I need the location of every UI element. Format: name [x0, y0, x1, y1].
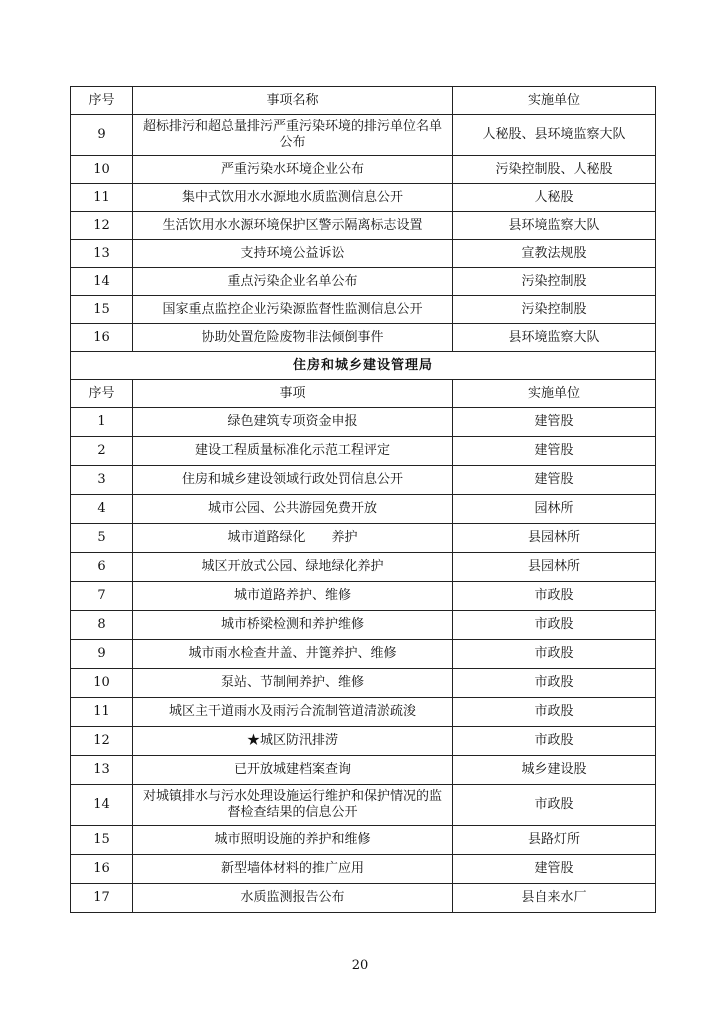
table-row — [71, 156, 656, 184]
table-row — [71, 756, 656, 785]
item-cell: 协助处置危险废物非法倾倒事件 — [133, 324, 453, 352]
unit-cell: 市政股 — [453, 640, 656, 669]
section-title: 住房和城乡建设管理局 — [71, 352, 656, 380]
unit-cell: 市政股 — [453, 669, 656, 698]
unit-cell: 园林所 — [453, 495, 656, 524]
item-cell: 城市桥梁检测和养护维修 — [133, 611, 453, 640]
unit-cell: 市政股 — [453, 785, 656, 826]
item-cell: 城区开放式公园、绿地绿化养护 — [133, 553, 453, 582]
unit-cell: 县路灯所 — [453, 826, 656, 855]
item-cell: 新型墙体材料的推广应用 — [133, 855, 453, 884]
item-cell: 支持环境公益诉讼 — [133, 240, 453, 268]
item-cell: 生活饮用水水源环境保护区警示隔离标志设置 — [133, 212, 453, 240]
seq-cell: 序号 — [71, 87, 133, 115]
table-row — [71, 826, 656, 855]
seq-cell: 14 — [71, 268, 133, 296]
seq-cell: 15 — [71, 826, 133, 855]
item-cell: 城市道路绿化 养护 — [133, 524, 453, 553]
unit-cell: 城乡建设股 — [453, 756, 656, 785]
item-cell: 严重污染水环境企业公布 — [133, 156, 453, 184]
item-cell: 已开放城建档案查询 — [133, 756, 453, 785]
item-cell: 对城镇排水与污水处理设施运行维护和保护情况的监督检查结果的信息公开 — [133, 785, 453, 826]
table-row — [71, 582, 656, 611]
table-row — [71, 640, 656, 669]
unit-cell: 建管股 — [453, 437, 656, 466]
unit-cell: 实施单位 — [453, 87, 656, 115]
table-row — [71, 698, 656, 727]
table-row — [71, 184, 656, 212]
table-row — [71, 669, 656, 698]
unit-cell: 市政股 — [453, 727, 656, 756]
item-cell: 住房和城乡建设领域行政处罚信息公开 — [133, 466, 453, 495]
unit-cell: 县环境监察大队 — [453, 212, 656, 240]
unit-cell: 人秘股 — [453, 184, 656, 212]
seq-cell: 14 — [71, 785, 133, 826]
seq-cell: 13 — [71, 756, 133, 785]
seq-cell: 7 — [71, 582, 133, 611]
seq-cell: 序号 — [71, 380, 133, 408]
item-cell: 城市公园、公共游园免费开放 — [133, 495, 453, 524]
seq-cell: 8 — [71, 611, 133, 640]
unit-cell: 污染控制股 — [453, 296, 656, 324]
seq-cell: 10 — [71, 156, 133, 184]
table-row — [71, 466, 656, 495]
table-row — [71, 212, 656, 240]
matters-table-body — [71, 87, 656, 913]
table-row — [71, 884, 656, 913]
item-cell: 超标排污和超总量排污严重污染环境的排污单位名单公布 — [133, 115, 453, 156]
unit-cell: 污染控制股、人秘股 — [453, 156, 656, 184]
item-cell: 城区主干道雨水及雨污合流制管道清淤疏浚 — [133, 698, 453, 727]
item-cell: 泵站、节制闸养护、维修 — [133, 669, 453, 698]
table-row — [71, 495, 656, 524]
unit-cell: 建管股 — [453, 855, 656, 884]
table-row — [71, 855, 656, 884]
seq-cell: 10 — [71, 669, 133, 698]
table-row — [71, 553, 656, 582]
item-cell: 建设工程质量标准化示范工程评定 — [133, 437, 453, 466]
table-row — [71, 437, 656, 466]
unit-cell: 宣教法规股 — [453, 240, 656, 268]
seq-cell: 2 — [71, 437, 133, 466]
unit-cell: 县园林所 — [453, 553, 656, 582]
section-title-row — [71, 352, 656, 380]
item-cell: 绿色建筑专项资金申报 — [133, 408, 453, 437]
table-row — [71, 324, 656, 352]
item-cell: 集中式饮用水水源地水质监测信息公开 — [133, 184, 453, 212]
seq-cell: 12 — [71, 727, 133, 756]
seq-cell: 5 — [71, 524, 133, 553]
unit-cell: 实施单位 — [453, 380, 656, 408]
seq-cell: 11 — [71, 184, 133, 212]
unit-cell: 市政股 — [453, 698, 656, 727]
table-row — [71, 408, 656, 437]
unit-cell: 市政股 — [453, 611, 656, 640]
seq-cell: 4 — [71, 495, 133, 524]
item-cell: 事项名称 — [133, 87, 453, 115]
unit-cell: 县自来水厂 — [453, 884, 656, 913]
table-row — [71, 524, 656, 553]
unit-cell: 县环境监察大队 — [453, 324, 656, 352]
table-row — [71, 115, 656, 156]
seq-cell: 6 — [71, 553, 133, 582]
table-header-row — [71, 87, 656, 115]
seq-cell: 12 — [71, 212, 133, 240]
unit-cell: 市政股 — [453, 582, 656, 611]
unit-cell: 建管股 — [453, 466, 656, 495]
item-cell: ★城区防汛排涝 — [133, 727, 453, 756]
item-cell: 城市照明设施的养护和维修 — [133, 826, 453, 855]
unit-cell: 污染控制股 — [453, 268, 656, 296]
seq-cell: 11 — [71, 698, 133, 727]
unit-cell: 建管股 — [453, 408, 656, 437]
item-cell: 城市道路养护、维修 — [133, 582, 453, 611]
seq-cell: 1 — [71, 408, 133, 437]
table-row — [71, 611, 656, 640]
seq-cell: 16 — [71, 324, 133, 352]
seq-cell: 9 — [71, 115, 133, 156]
seq-cell: 16 — [71, 855, 133, 884]
table-row — [71, 268, 656, 296]
seq-cell: 13 — [71, 240, 133, 268]
unit-cell: 人秘股、县环境监察大队 — [453, 115, 656, 156]
table-row — [71, 785, 656, 826]
item-cell: 事项 — [133, 380, 453, 408]
table-row — [71, 240, 656, 268]
table-row — [71, 296, 656, 324]
page-number: 20 — [351, 958, 369, 973]
item-cell: 重点污染企业名单公布 — [133, 268, 453, 296]
unit-cell: 县园林所 — [453, 524, 656, 553]
item-cell: 水质监测报告公布 — [133, 884, 453, 913]
matters-table — [70, 86, 656, 913]
item-cell: 国家重点监控企业污染源监督性监测信息公开 — [133, 296, 453, 324]
seq-cell: 3 — [71, 466, 133, 495]
seq-cell: 15 — [71, 296, 133, 324]
item-cell: 城市雨水检查井盖、井篦养护、维修 — [133, 640, 453, 669]
seq-cell: 17 — [71, 884, 133, 913]
table-header-row — [71, 380, 656, 408]
table-row — [71, 727, 656, 756]
seq-cell: 9 — [71, 640, 133, 669]
